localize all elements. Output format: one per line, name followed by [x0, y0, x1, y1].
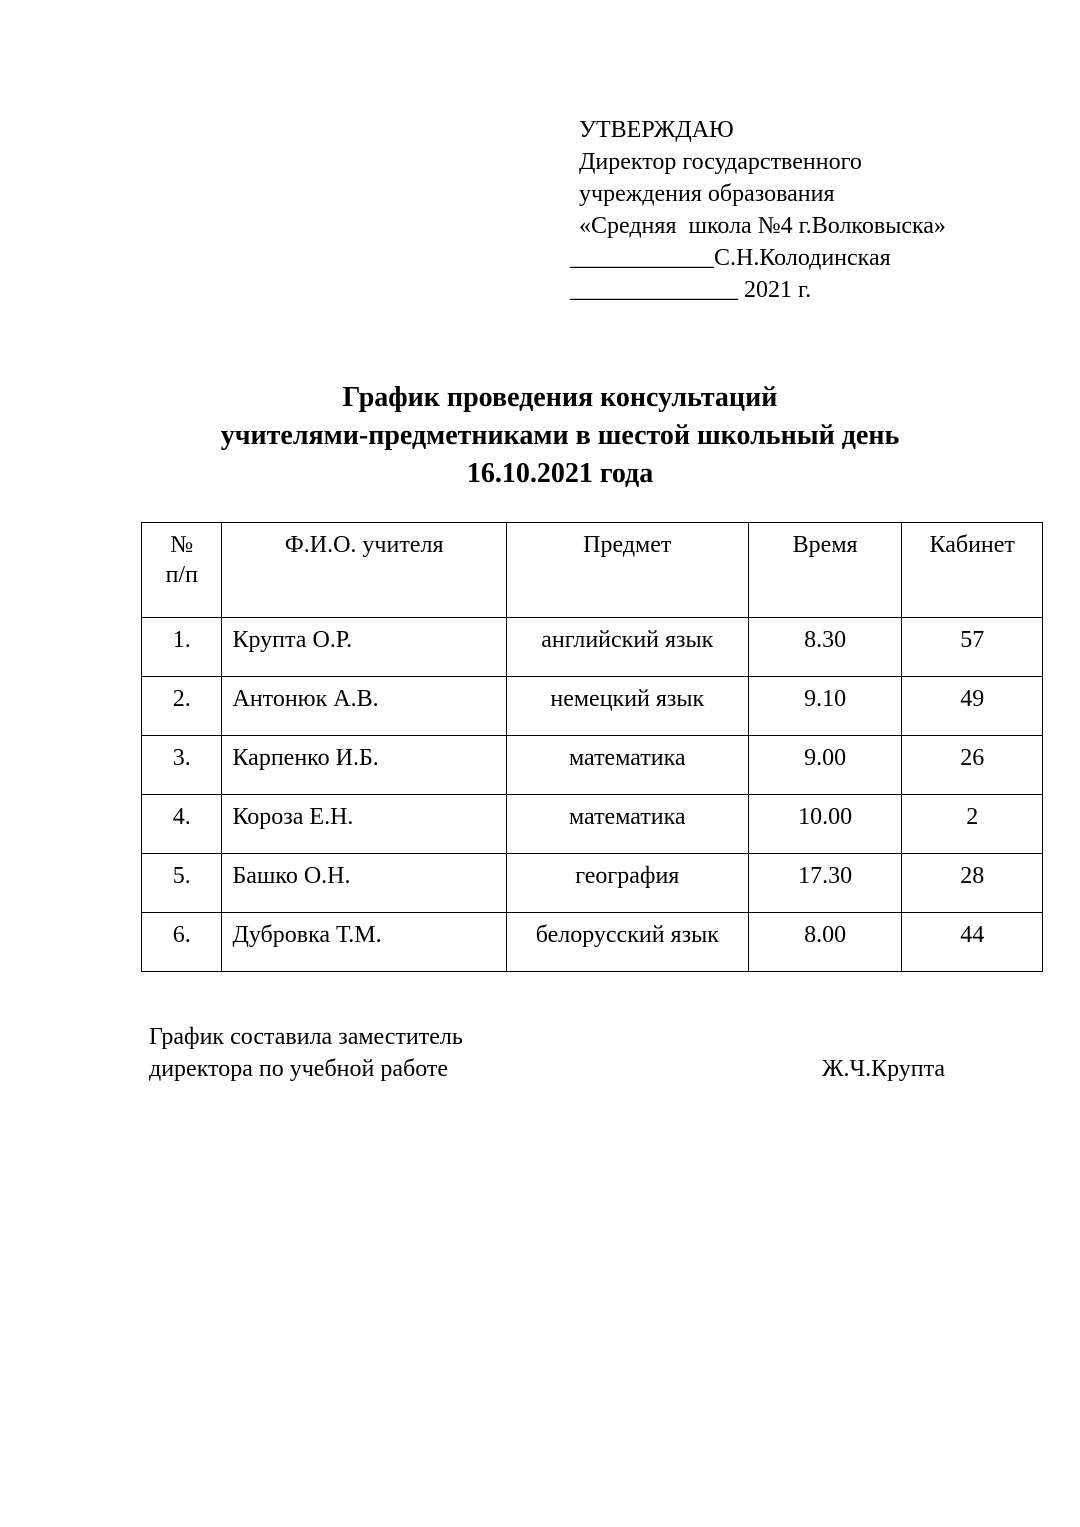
header-time: Время: [748, 523, 902, 618]
schedule-table: [141, 522, 1043, 972]
header-number-sign: №: [170, 532, 194, 558]
cell-room: 57: [902, 618, 1043, 677]
compiler-signer-name: Ж.Ч.Крупта: [822, 1056, 946, 1082]
cell-teacher-name: Карпенко И.Б.: [222, 736, 506, 795]
table-row: [142, 854, 1043, 913]
cell-teacher-name: Крупта О.Р.: [222, 618, 506, 677]
title-line-1: График проведения консультаций: [342, 382, 778, 413]
cell-number: 3.: [142, 736, 222, 795]
cell-time: 9.10: [748, 677, 902, 736]
approval-heading: УТВЕРЖДАЮ: [579, 117, 734, 143]
cell-room: 44: [902, 913, 1043, 972]
cell-room: 49: [902, 677, 1043, 736]
cell-teacher-name: Башко О.Н.: [222, 854, 506, 913]
approval-institution-line: учреждения образования: [579, 181, 835, 207]
approval-block: [570, 114, 946, 306]
cell-subject: математика: [506, 795, 748, 854]
header-teacher-name: Ф.И.О. учителя: [222, 523, 506, 618]
table-row: [142, 677, 1043, 736]
cell-teacher-name: Короза Е.Н.: [222, 795, 506, 854]
cell-subject: немецкий язык: [506, 677, 748, 736]
cell-teacher-name: Антонюк А.В.: [222, 677, 506, 736]
header-subject: Предмет: [506, 523, 748, 618]
cell-time: 8.30: [748, 618, 902, 677]
document-title: [0, 379, 1080, 493]
cell-number: 1.: [142, 618, 222, 677]
cell-subject: география: [506, 854, 748, 913]
approval-school-name: «Средняя школа №4 г.Волковыска»: [579, 213, 946, 239]
title-line-2: учителями-предметниками в шестой школьный день: [220, 420, 900, 451]
header-number-abbrev: п/п: [165, 562, 198, 588]
compiler-line-1: График составила заместитель: [149, 1024, 463, 1050]
cell-room: 26: [902, 736, 1043, 795]
compiler-line-2: директора по учебной работе: [149, 1056, 449, 1082]
cell-room: 2: [902, 795, 1043, 854]
approval-position-line: Директор государственного: [579, 149, 862, 175]
header-room: Кабинет: [902, 523, 1043, 618]
cell-number: 4.: [142, 795, 222, 854]
cell-time: 8.00: [748, 913, 902, 972]
approval-signature-line: ____________С.Н.Колодинская: [570, 245, 891, 271]
cell-subject: математика: [506, 736, 748, 795]
cell-room: 28: [902, 854, 1043, 913]
cell-subject: английский язык: [506, 618, 748, 677]
table-header-row: [142, 523, 1043, 618]
title-line-3: 16.10.2021 года: [466, 458, 654, 489]
table-row: [142, 913, 1043, 972]
table-row: [142, 618, 1043, 677]
cell-number: 2.: [142, 677, 222, 736]
header-number: [142, 523, 222, 618]
approval-date-line: ______________ 2021 г.: [570, 277, 812, 303]
cell-number: 5.: [142, 854, 222, 913]
cell-time: 9.00: [748, 736, 902, 795]
cell-time: 17.30: [748, 854, 902, 913]
cell-time: 10.00: [748, 795, 902, 854]
table-row: [142, 736, 1043, 795]
cell-teacher-name: Дубровка Т.М.: [222, 913, 506, 972]
cell-subject: белорусский язык: [506, 913, 748, 972]
cell-number: 6.: [142, 913, 222, 972]
table-row: [142, 795, 1043, 854]
compiler-note: [149, 1021, 463, 1085]
